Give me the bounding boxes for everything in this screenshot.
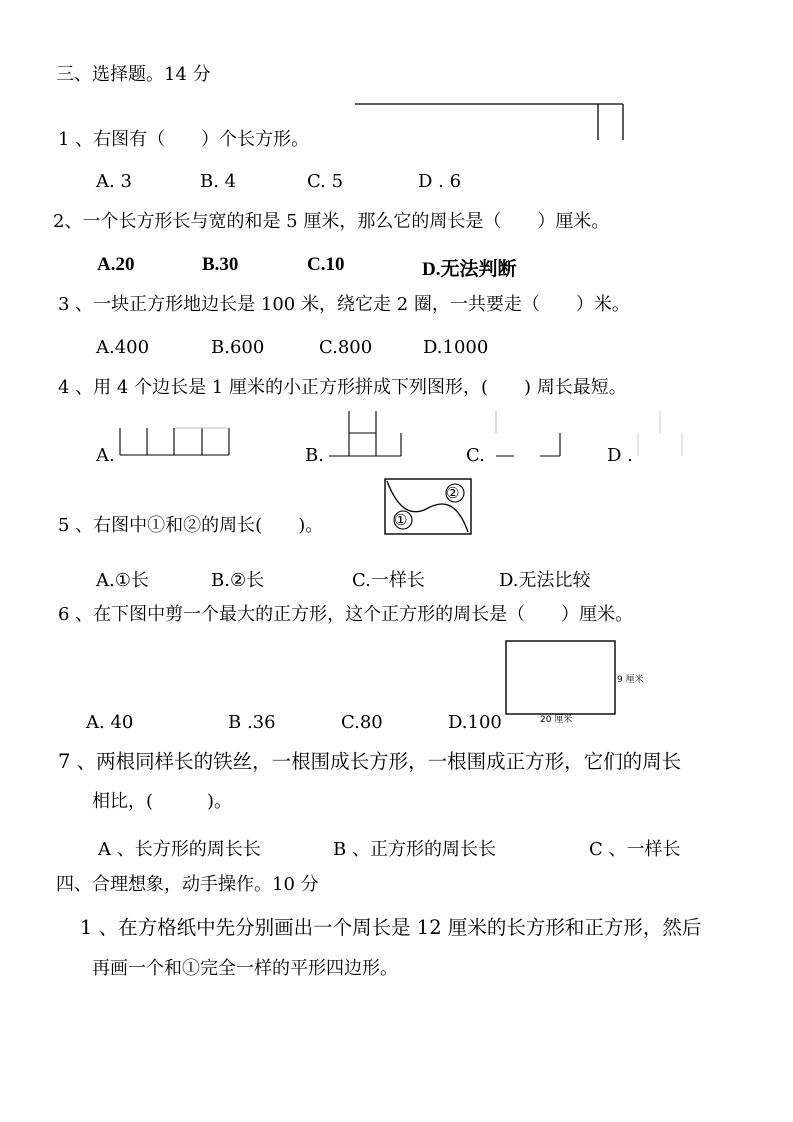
q5-option-c[interactable]: C.一样长 [352,570,425,591]
q3-text: 3 、一块正方形地边长是 100 米，绕它走 2 圈，一共要走（ ）米。 [58,294,630,315]
q5-option-d[interactable]: D.无法比较 [499,570,591,591]
s4-q1-line1: 1 、在方格纸中先分别画出一个周长是 12 厘米的长方形和正方形，然后 [80,916,702,939]
q5-option-b[interactable]: B.②长 [211,570,265,591]
q4-option-b[interactable]: B. [305,445,324,466]
q4-option-a[interactable]: A. [96,445,115,466]
section3-title: 三、选择题。14 分 [56,64,211,85]
s4-q1-line2: 再画一个和①完全一样的平形四边形。 [92,958,398,979]
section4-title: 四、合理想象，动手操作。10 分 [56,874,319,895]
q6-width-label: 20 厘米 [540,715,573,725]
q4-figure-a [120,428,232,458]
q1-option-c[interactable]: C. 5 [307,171,344,192]
q7-option-b[interactable]: B 、正方形的周长长 [333,839,496,860]
q3-option-b[interactable]: B.600 [211,337,265,358]
q7-line1: 7 、两根同样长的铁丝，一根围成长方形，一根围成正方形，它们的周长 [58,750,682,773]
q3-option-d[interactable]: D.1000 [423,337,489,358]
q2-option-b[interactable]: B.30 [202,254,239,275]
q3-option-c[interactable]: C.800 [319,337,373,358]
q4-figure-c [492,409,564,459]
q5-label-2: ② [446,484,460,502]
q6-height-label: 9 厘米 [617,675,644,685]
q2-option-d[interactable]: D.无法判断 [422,259,517,280]
q4-text: 4 、用 4 个边长是 1 厘米的小正方形拼成下列图形，( ) 周长最短。 [58,377,627,398]
q6-option-b[interactable]: B .36 [228,712,276,733]
q1-figure [355,102,627,144]
q4-figure-b [329,409,405,459]
q2-text: 2、一个长方形长与宽的和是 5 厘米，那么它的周长是（ ）厘米。 [53,211,610,232]
q1-option-a[interactable]: A. 3 [96,171,132,192]
q3-option-a[interactable]: A.400 [96,337,150,358]
q1-option-b[interactable]: B. 4 [200,171,237,192]
q7-option-a[interactable]: A 、长方形的周长长 [98,839,261,860]
q4-option-c[interactable]: C. [466,445,485,466]
q7-option-c[interactable]: C 、一样长 [589,839,681,860]
q4-option-d[interactable]: D . [607,445,633,466]
q6-figure [505,640,617,716]
q2-option-a[interactable]: A.20 [97,254,135,275]
q1-text: 1 、右图有（ ）个长方形。 [58,129,310,150]
q6-option-a[interactable]: A. 40 [86,712,134,733]
q6-text: 6 、在下图中剪一个最大的正方形，这个正方形的周长是（ ）厘米。 [58,604,634,625]
q4-figure-d [636,409,688,459]
q6-option-c[interactable]: C.80 [341,712,383,733]
q6-option-d[interactable]: D.100 [448,712,502,733]
q5-option-a[interactable]: A.①长 [96,570,149,591]
q5-text: 5 、右图中①和②的周长( )。 [58,515,324,536]
q5-label-1: ① [394,511,408,529]
q1-option-d[interactable]: D . 6 [418,171,462,192]
q2-option-c[interactable]: C.10 [307,254,345,275]
q7-line2: 相比，( )。 [92,791,233,812]
